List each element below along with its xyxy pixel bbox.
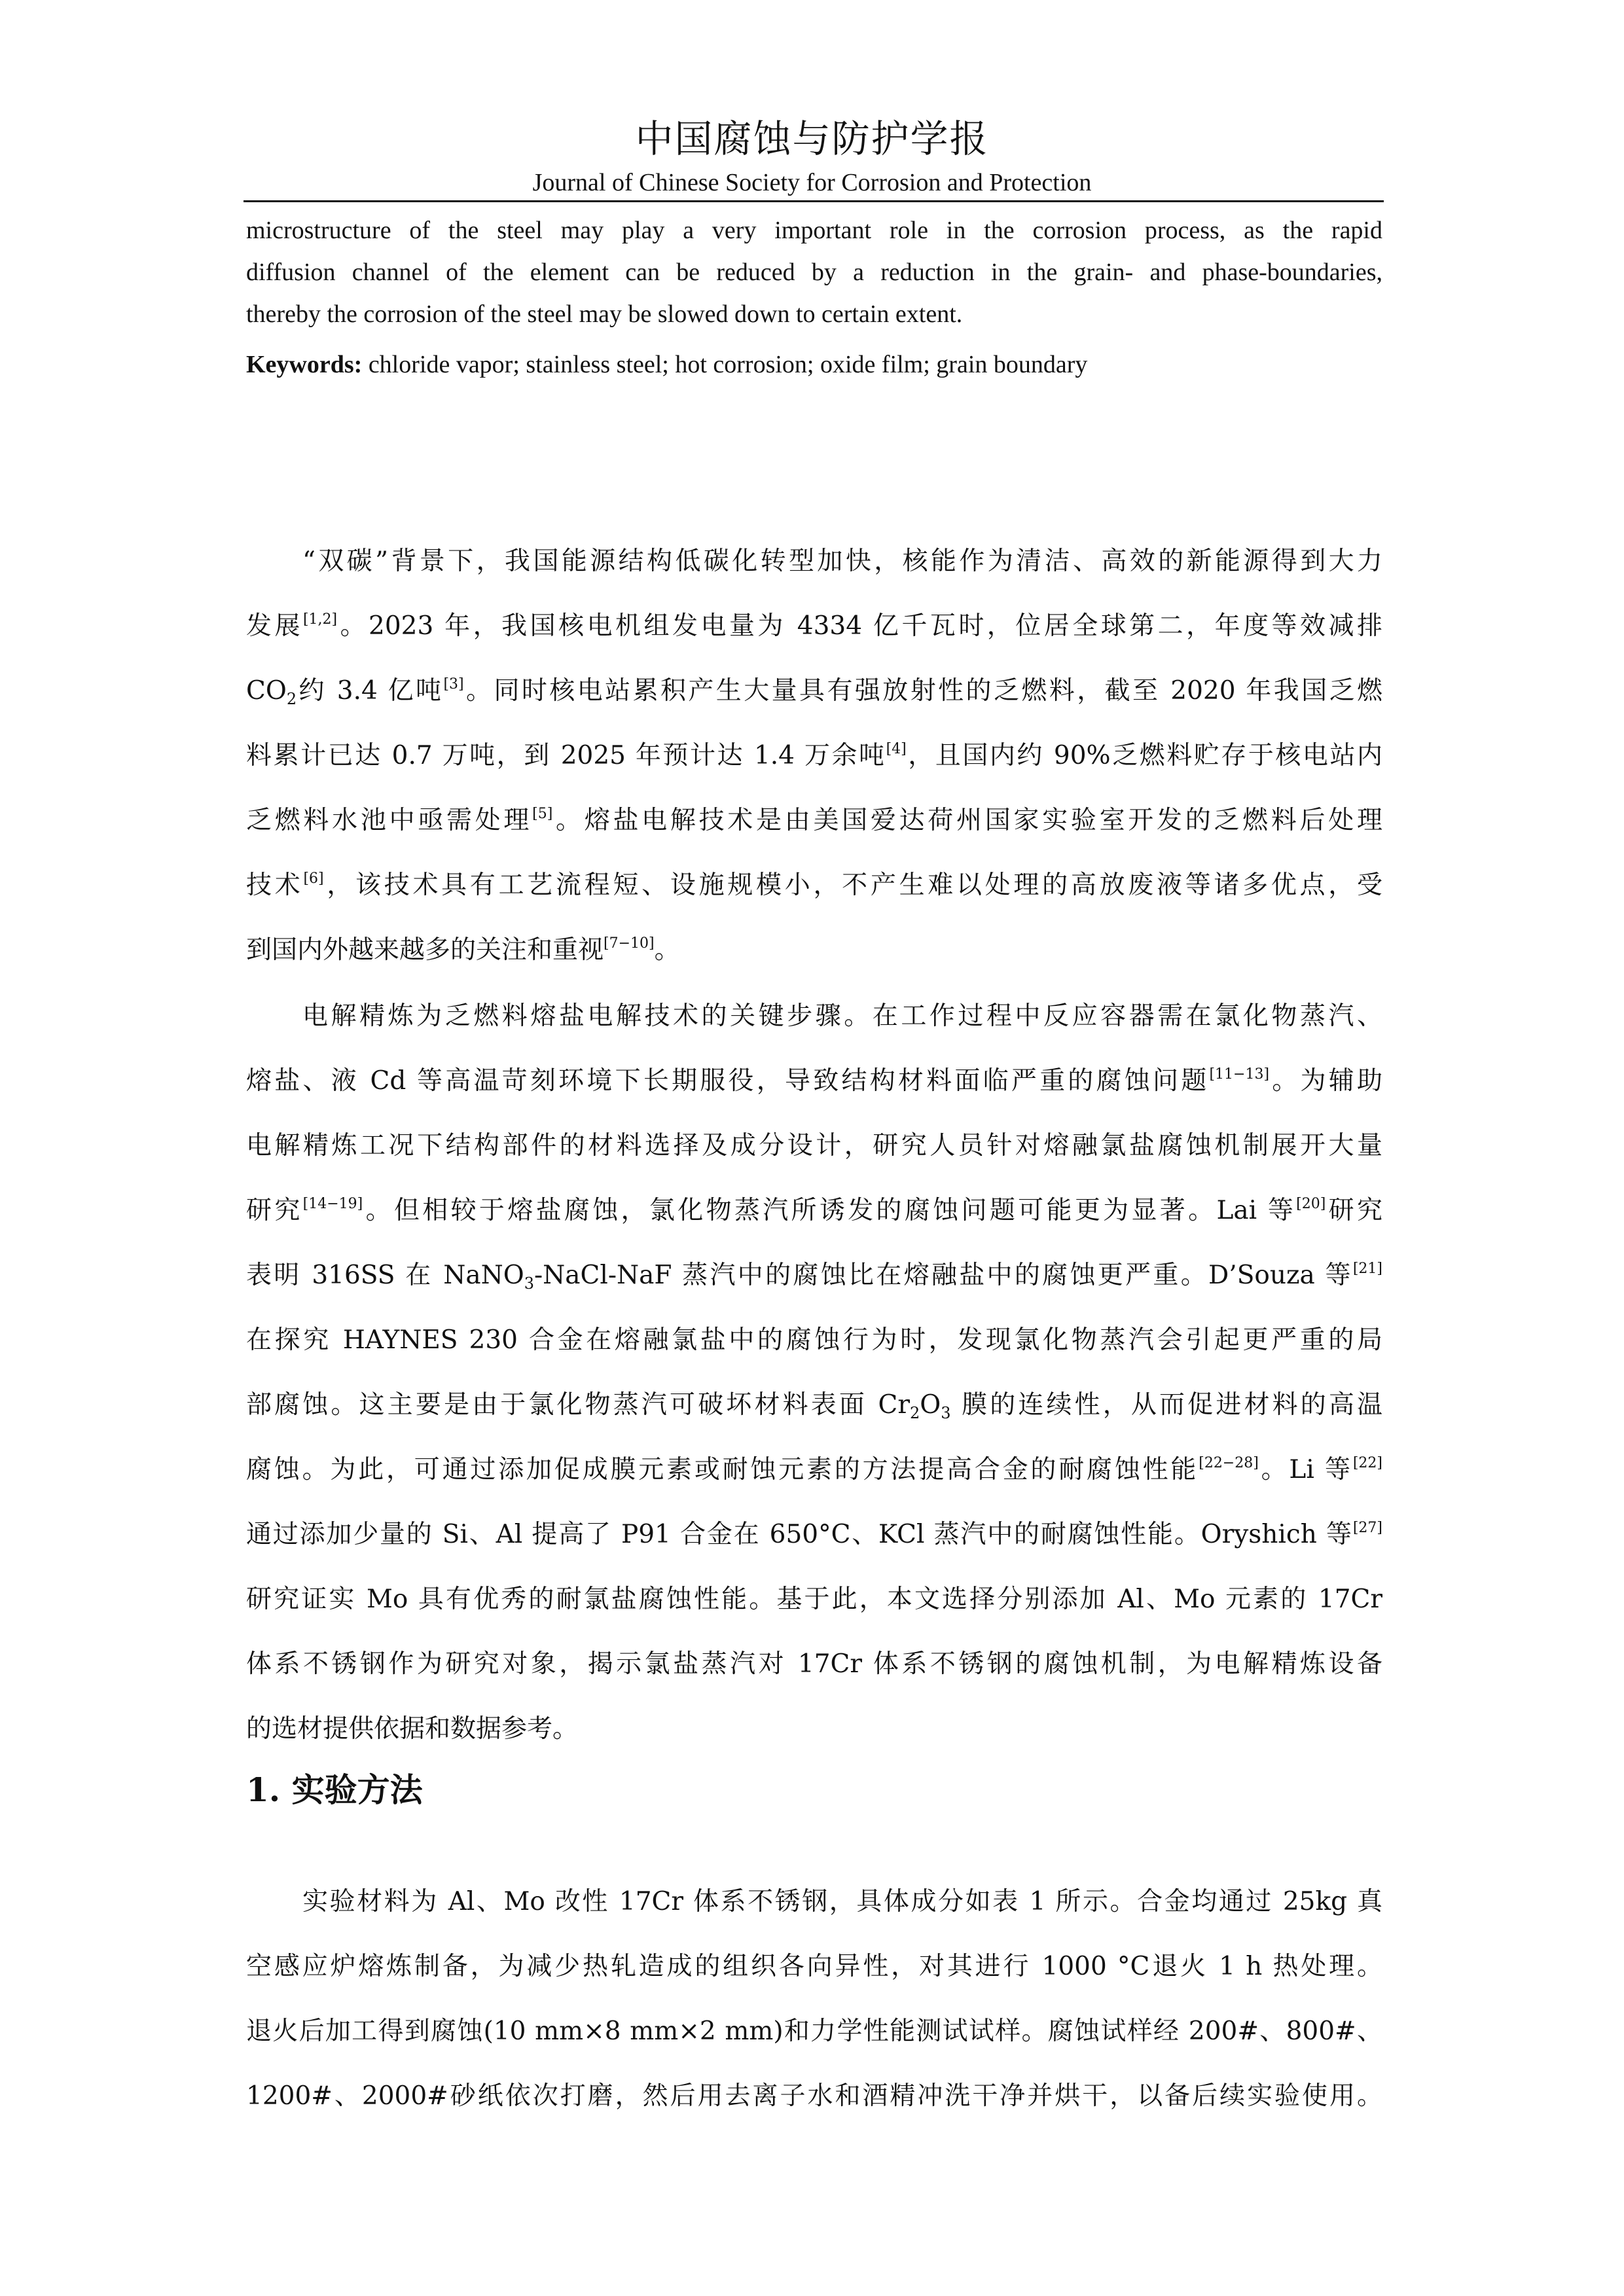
text-line: 退火后加工得到腐蚀(10 mm×8 mm×2 mm)和力学性能测试试样。腐蚀试样经 200#、800#、 (246, 2017, 1382, 2046)
method-paragraph-1 (246, 1869, 1382, 2128)
citation: [5] (532, 806, 553, 822)
intro-paragraph-1 (246, 529, 1382, 982)
citation: [22−28] (1199, 1455, 1259, 1471)
citation: [4] (886, 741, 907, 757)
citation: [7−10] (604, 935, 655, 952)
text-line: 部腐蚀。这主要是由于氯化物蒸汽可破坏材料表面 $Cr_2O_3$ 膜的连续性，从而促进材料的高温 (246, 1390, 1382, 1422)
citation: [27] (1352, 1520, 1382, 1536)
journal-title-en: Journal of Chinese Society for Corrosion and Protection (532, 169, 1092, 196)
citation: [3] (443, 676, 464, 692)
abstract-line: diffusion channel of the element can be reduced by a reduction in the grain- and phase-boundaries, (246, 259, 1382, 286)
citation: [21] (1352, 1261, 1382, 1277)
text-line: 空感应炉熔炼制备，为减少热轧造成的组织各向异性，对其进行 1000 °C退火 1 h 热处理。 (246, 1952, 1382, 1981)
citation: [11−13] (1209, 1066, 1270, 1083)
keywords-text: chloride vapor; stainless steel; hot corrosion; oxide film; grain boundary (362, 351, 1088, 378)
header-rule (244, 200, 1384, 202)
text-line: “双碳”背景下，我国能源结构低碳化转型加快，核能作为清洁、高效的新能源得到大力 (302, 547, 1382, 576)
text-line: 腐蚀。为此，可通过添加促成膜元素或耐蚀元素的方法提高合金的耐腐蚀性能[22−28]。Li 等[22] (246, 1455, 1382, 1484)
text-line: 料累计已达 0.7 万吨，到 2025 年预计达 1.4 万余吨[4]，且国内约 90%乏燃料贮存于核电站内 (246, 741, 1382, 770)
citation: [6] (303, 870, 324, 887)
citation: [20] (1296, 1196, 1326, 1212)
citation: [1,2] (302, 611, 338, 628)
section-heading: 1. 实验方法 (246, 1770, 423, 1809)
keywords-label: Keywords: (246, 351, 363, 378)
text-line: 的选材提供依据和数据参考。 (246, 1714, 579, 1744)
text-line: 研究证实 Mo 具有优秀的耐氯盐腐蚀性能。基于此，本文选择分别添加 Al、Mo 元素的 17Cr (246, 1585, 1382, 1614)
text-line: 技术[6]，该技术具有工艺流程短、设施规模小，不产生难以处理的高放废液等诸多优点，受 (246, 870, 1382, 900)
text-line: 通过添加少量的 Si、Al 提高了 P91 合金在 650°C、KCl 蒸汽中的耐腐蚀性能。Oryshich 等[27] (246, 1520, 1382, 1549)
text-line: 电解精炼工况下结构部件的材料选择及成分设计，研究人员针对熔融氯盐腐蚀机制展开大量 (246, 1131, 1382, 1160)
abstract-line: thereby the corrosion of the steel may be slowed down to certain extent. (246, 300, 963, 328)
text-line: 表明 316SS 在 NaNO$_3$-NaCl-NaF 蒸汽中的腐蚀比在熔融盐中的腐蚀更严重。D’Souza 等[21] (246, 1261, 1382, 1293)
text-line: 电解精炼为乏燃料熔盐电解技术的关键步骤。在工作过程中反应容器需在氯化物蒸汽、 (302, 1001, 1382, 1031)
text-line: 实验材料为 Al、Mo 改性 17Cr 体系不锈钢，具体成分如表 1 所示。合金均通过 25kg 真 (302, 1887, 1382, 1916)
abstract-tail (246, 209, 1382, 335)
abstract-line: microstructure of the steel may play a very important role in the corrosion process, as the rapid (246, 217, 1382, 244)
citation: [14−19] (302, 1196, 363, 1212)
text-line: 乏燃料水池中亟需处理[5]。熔盐电解技术是由美国爱达荷州国家实验室开发的乏燃料后处理 (246, 806, 1382, 835)
text-line: 1200#、2000#砂纸依次打磨，然后用去离子水和酒精冲洗干净并烘干，以备后续实验使用。 (246, 2081, 1382, 2111)
text-line: $CO_2$约 3.4 亿吨[3]。同时核电站累积产生大量具有强放射性的乏燃料，截至 2020 年我国乏燃 (246, 676, 1382, 708)
text-line: 熔盐、液 Cd 等高温苛刻环境下长期服役，导致结构材料面临严重的腐蚀问题[11−13]。为辅助 (246, 1066, 1382, 1096)
text-line: 发展[1,2]。2023 年，我国核电机组发电量为 4334 亿千瓦时，位居全球第二，年度等效减排 (246, 611, 1382, 641)
text-line: 体系不锈钢作为研究对象，揭示氯盐蒸汽对 17Cr 体系不锈钢的腐蚀机制，为电解精炼设备 (246, 1649, 1382, 1679)
text-line: 到国内外越来越多的关注和重视[7−10]。 (246, 935, 680, 965)
intro-paragraph-2 (246, 984, 1382, 1761)
journal-title-cn: 中国腐蚀与防护学报 (635, 117, 989, 161)
keywords (246, 344, 1382, 386)
citation: [22] (1352, 1455, 1382, 1471)
text-line: 研究[14−19]。但相较于熔盐腐蚀，氯化物蒸汽所诱发的腐蚀问题可能更为显著。Lai 等[20]研究 (246, 1196, 1382, 1225)
text-line: 在探究 HAYNES 230 合金在熔融氯盐中的腐蚀行为时，发现氯化物蒸汽会引起更严重的局 (246, 1325, 1382, 1355)
